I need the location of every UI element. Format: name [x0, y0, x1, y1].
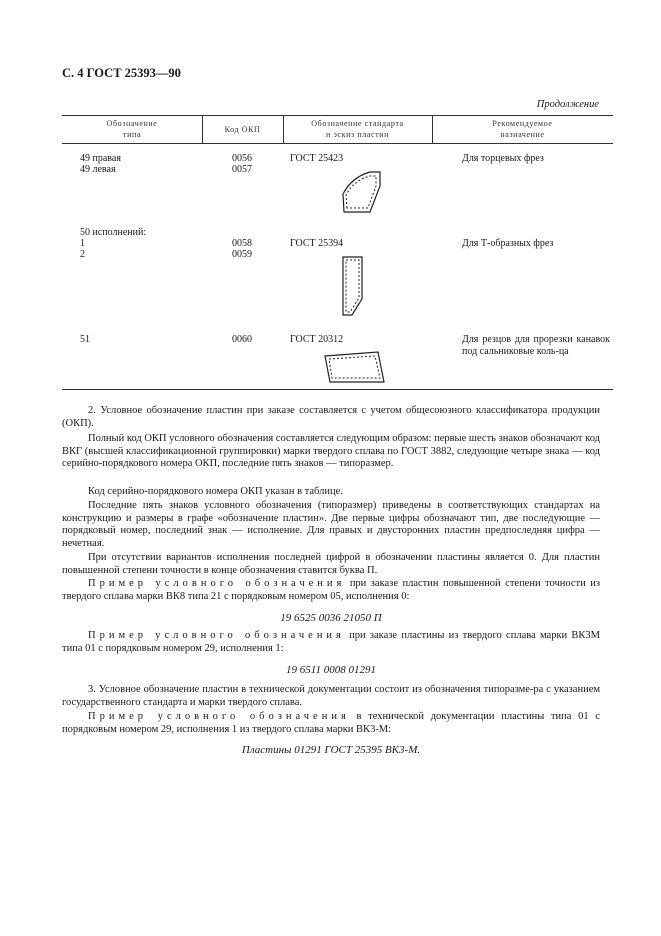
example-text: при заказе пластин повышенной степени точности из твердого сплава марки ВК8 типа 21 с порядковым номером 05, исполнения 0: [62, 578, 600, 602]
col-header-standard: Обозначение стандарта и эскиз пластин [311, 119, 404, 139]
continuation-label: Продолжение [536, 99, 599, 110]
paragraph: 2. Условное обозначение пластин при заказе составляется с учетом общесоюзного классификатора продукции (ОКП). [62, 405, 600, 429]
example-label: Пример условного обозначения [88, 630, 345, 641]
paragraph: Последние пять знаков условного обозначения (типоразмер) приведены в соответствующих стандартах на конструкцию и размеры в графе «обозначение пластин». Две первые цифры обозначают тип, две последующие — порядковый номер, последний знак — исполнение. Для правых и двусторонних пластин предпоследняя цифра — нечетная. [62, 500, 600, 549]
example-paragraph [62, 711, 600, 736]
example-paragraph [62, 630, 600, 655]
row-type: 49 правая 49 левая [80, 153, 121, 175]
example-text: в технической документации пластины типа 01 с порядковым номером 29, исполнения 1 из твердого сплава марки ВК3-М: [62, 711, 600, 735]
paragraph: При отсутствии вариантов исполнения последней цифрой в обозначении пластины является 0. Для пластин повышенной степени точности в конце обозначения ставится буква П. [62, 552, 600, 576]
table-header-rule [62, 143, 613, 144]
example-label: Пример условного обозначения [88, 711, 350, 722]
row-type: 50 исполнений: 1 2 [80, 227, 147, 260]
formula: Пластины 01291 ГОСТ 25395 ВК3-М. [241, 744, 421, 756]
formula: 19 6511 0008 01291 [286, 664, 376, 676]
row-type: 51 [80, 334, 90, 345]
row-standard: ГОСТ 25394 [290, 238, 344, 249]
insert-sketch-49 [338, 168, 384, 216]
row-standard: ГОСТ 20312 [290, 334, 344, 345]
row-code: 0056 0057 [232, 153, 252, 175]
col-header-purpose: Рекомендуемое назначение [492, 119, 553, 139]
example-paragraph [62, 578, 600, 603]
insert-sketch-50 [340, 255, 374, 317]
paragraph: Полный код ОКП условного обозначения составляется следующим образом: первые шесть знаков обозначают код ВКГ (высшей классификационной группировки) марки твердого сплава по ГОСТ 3882, следующие четыре знака — код серийно-порядкового номера ОКП, последние пять знаков — типоразмер. [62, 433, 600, 469]
row-standard: ГОСТ 25423 [290, 153, 344, 164]
table-bottom-rule [62, 389, 613, 390]
row-code: 0058 0059 [232, 238, 252, 260]
row-purpose: Для торцевых фрез [462, 153, 544, 164]
row-purpose: Для Т-образных фрез [462, 238, 554, 249]
row-purpose: Для резцов для прорезки канавок под сальниковые коль-ца [462, 334, 610, 357]
paragraph: Код серийно-порядкового номера ОКП указан в таблице. [88, 486, 343, 497]
table-top-rule [62, 115, 613, 116]
page-title: С. 4 ГОСТ 25393—90 [62, 66, 181, 80]
formula: 19 6525 0036 21050 П [280, 612, 382, 624]
example-label: Пример условного обозначения [88, 578, 346, 589]
paragraph: 3. Условное обозначение пластин в технической документации состоит из обозначения типоразме-ра с указанием государственного стандарта и марки твердого сплава. [62, 684, 600, 708]
row-code: 0060 [232, 334, 252, 345]
example-text: при заказе пластины из твердого сплава марки ВК3М типа 01 с порядковым номером 29, исполнения 1: [62, 630, 601, 654]
insert-sketch-51 [322, 350, 390, 384]
col-header-type: Обозначение типа [106, 119, 158, 139]
col-header-code: Код ОКП [224, 125, 261, 134]
